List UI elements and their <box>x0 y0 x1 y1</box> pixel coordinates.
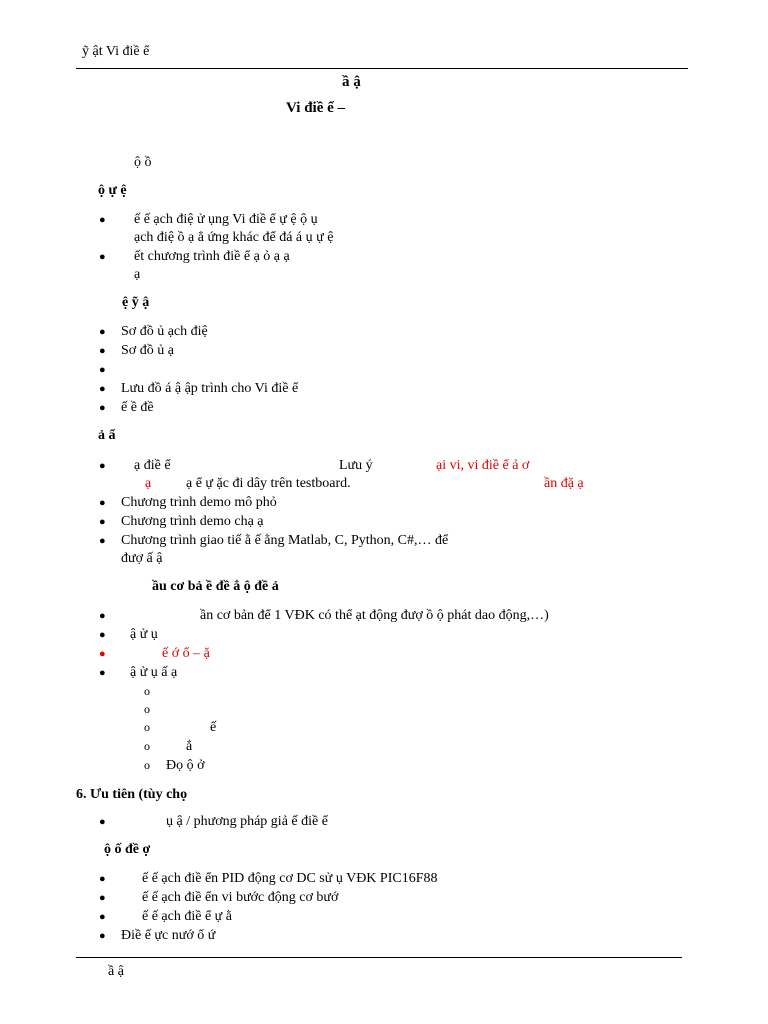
bullet-marker: ● <box>99 629 106 641</box>
document-title-line1: ầ ậ <box>342 74 361 90</box>
bullet-marker: ● <box>99 535 106 547</box>
section-1-item-1-line-1: ế ế ạch điệ ử ụng Vi điề ể ự ệ ộ ụ <box>134 212 318 227</box>
page-footer-text: ầ ậ <box>108 964 124 979</box>
section-2-item-2: Sơ đồ ủ ạ <box>121 343 174 358</box>
bullet-marker: ● <box>99 383 106 395</box>
section-3-heading: ả ẩ <box>98 428 116 443</box>
section-1-heading: ộ ự ệ <box>98 183 127 198</box>
section-1-item-1-line-2: ạch điệ ồ ạ ẳ ứng khác để đá á ụ ự ệ <box>134 230 334 245</box>
section-3-item-1-note-red: ại vi, vi điề ể ả ơ <box>436 458 530 473</box>
section-7-item-2: ế ế ạch điề ển vi bước động cơ bướ <box>142 890 339 905</box>
footer-divider <box>76 957 682 958</box>
section-3-item-1-note-label: Lưu ý <box>339 458 373 473</box>
section-3-item-4-line-2: đượ ấ ậ <box>121 551 163 566</box>
section-2-heading: ệ ỹ ậ <box>122 295 150 310</box>
sub-bullet-marker: o <box>144 758 150 772</box>
bullet-marker: ● <box>99 214 106 226</box>
bullet-marker: ● <box>99 667 106 679</box>
section-4-subitem-3: ế <box>210 720 217 735</box>
document-title-line2: Vi điề ể – <box>286 100 346 116</box>
section-7-item-4: Điề ế ực nướ ổ ứ <box>121 928 216 943</box>
section-3-item-1-text-a: ạ điề ể <box>134 458 171 473</box>
bullet-marker: ● <box>99 610 106 622</box>
section-4-item-4: ậ ử ụ ấ ạ <box>130 665 178 680</box>
sub-bullet-marker: o <box>144 702 150 716</box>
section-6-item-1: ụ ậ / phương pháp giả ế điề ể <box>166 814 328 829</box>
section-4-subitem-4: ắ <box>186 739 193 754</box>
section-4-item-3-red: ế ớ ổ – ặ <box>162 646 210 661</box>
bullet-marker: ● <box>99 873 106 885</box>
sub-bullet-marker: o <box>144 739 150 753</box>
header-divider <box>76 68 688 69</box>
section-4-item-1: ần cơ bản để 1 VĐK có thể ạt động đượ ồ ộ phát dao động,…) <box>200 608 549 623</box>
section-3-item-1-red-prefix: ạ <box>145 476 152 491</box>
section-7-item-1: ế ế ạch điề ển PID động cơ DC sử ụ VĐK PIC16F88 <box>142 871 438 886</box>
sub-bullet-marker: o <box>144 684 150 698</box>
section-3-item-3: Chương trình demo chạ ạ <box>121 514 264 529</box>
bullet-marker: ● <box>99 516 106 528</box>
sub-bullet-marker: o <box>144 720 150 734</box>
page-header-text: ỹ ật Vi điề ể <box>82 44 150 59</box>
bullet-marker: ● <box>99 402 106 414</box>
section-6-heading: 6. Ưu tiên (tùy chọ <box>76 787 188 802</box>
intro-text: ộ ồ <box>134 155 152 170</box>
section-2-item-4: Lưu đồ á ậ ập trình cho Vi điề ể <box>121 381 299 396</box>
bullet-marker: ● <box>99 648 106 660</box>
bullet-marker: ● <box>99 497 106 509</box>
section-4-item-2: ậ ử ụ <box>130 627 158 642</box>
section-3-item-1-red-suffix: ần đặ ạ <box>544 476 584 491</box>
bullet-marker: ● <box>99 364 106 376</box>
bullet-marker: ● <box>99 911 106 923</box>
bullet-marker: ● <box>99 326 106 338</box>
section-2-item-5: ế ề đề <box>121 400 154 415</box>
bullet-marker: ● <box>99 892 106 904</box>
section-2-item-1: Sơ đồ ủ ạch điệ <box>121 324 208 339</box>
bullet-marker: ● <box>99 930 106 942</box>
section-4-subitem-5: Đọ ộ ở <box>166 758 205 773</box>
section-1-item-2-line-1: ết chương trình điề ể ạ ỏ ạ ạ <box>134 249 290 264</box>
bullet-marker: ● <box>99 345 106 357</box>
section-7-heading: ộ ố đề ợ <box>104 842 151 857</box>
bullet-marker: ● <box>99 460 106 472</box>
section-4-heading: ầu cơ bả ề đề ắ ộ đề ả <box>152 579 279 594</box>
section-3-item-2: Chương trình demo mô phỏ <box>121 495 277 510</box>
section-3-item-1-text-b: ạ ể ự ặc đi dây trên testboard. <box>186 476 351 491</box>
section-3-item-4-line-1: Chương trình giao tiế ằ ế ằng Matlab, C, Python, C#,… để <box>121 533 449 548</box>
section-1-item-2-line-2: ạ <box>134 267 141 282</box>
section-7-item-3: ế ế ạch điề ể ự ằ <box>142 909 232 924</box>
bullet-marker: ● <box>99 816 106 828</box>
bullet-marker: ● <box>99 251 106 263</box>
